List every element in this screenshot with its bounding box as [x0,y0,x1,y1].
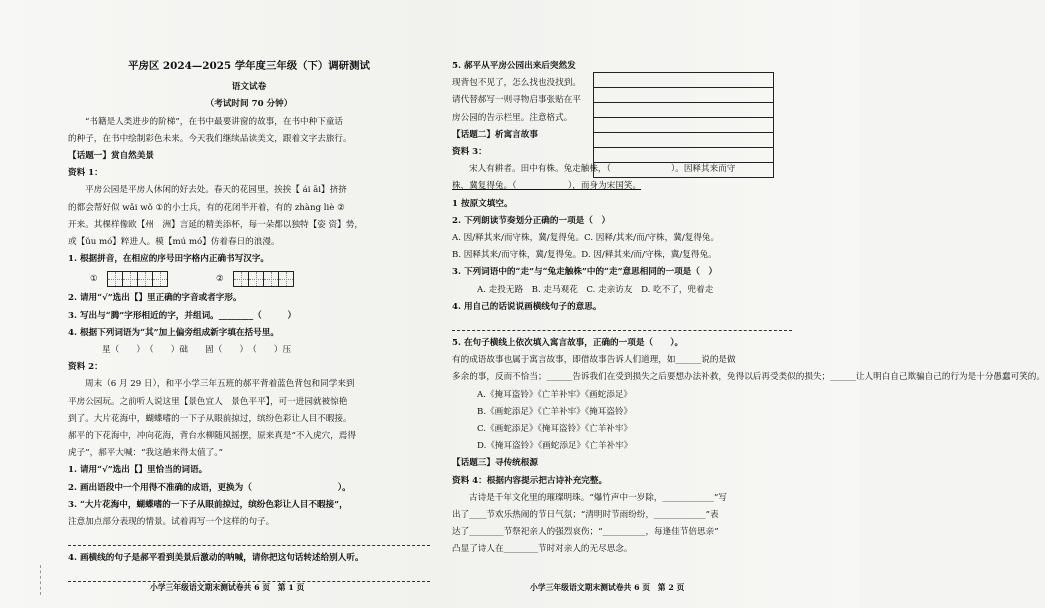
question-3-2-options-1: A. 因/释其来/而守株，冀/复得兔。C. 因释/其来/而/守株，冀/复得兔。 [452,233,720,244]
passage-1-line-1: 平房公园是平房人休闲的好去处。春天的花园里，挨挨【 ái āi】挤挤 [85,185,347,196]
question-4: 4. 根据下列词语为“其”加上偏旁组成新字填在括号里。 [68,327,279,338]
question-1: 1. 根据拼音，在相应的序号田字格内正确书写汉字。 [68,254,270,265]
question-5-line-3: 请代替郝写一则寻物启事张贴在平 [452,95,581,106]
passage-2-line-2: 平房公园玩。之前听人说这里【景色宜人 景色平平】，可一进园就被惊艳 [68,396,348,407]
question-2-1: 1. 请用“√”选出【】里恰当的词语。 [68,465,208,476]
question-2-2: 2. 画出语段中一个用得不准确的成语，更换为（ ）。 [68,482,351,493]
question-3-2: 2. 下列朗读节奏划分正确的一项是（ ） [452,215,611,226]
answer-line-1[interactable] [68,533,430,546]
question-4-blanks: 星（ ） （ ）础 固（ ） （ ）压 [102,345,292,356]
passage-1-line-3: 开来。其棵样像欧【州 洲】言延的精美添杯，每一朵都以独特【姿 资】势， [68,219,363,230]
question-2-3: 3. “大片花海中，蝴蝶嗜的一下子从眼前掠过，缤纷色彩让人目不暇接”， [68,499,348,510]
answer-number-2: ② [216,273,224,284]
question-2-3-cont: 注意加点部分表现的情景。试着再写一个这样的句子。 [68,517,275,528]
question-3-1: 1 按原文填空。 [452,198,513,209]
writing-grid-1[interactable] [107,271,168,287]
option-a: A.《掩耳盗铃》《亡羊补牢》《画蛇添足》 [477,389,633,400]
question-3-3-options: A. 走投无路 B. 走马观花 C. 走亲访友 D. 吃不了，兜着走 [477,284,714,295]
passage-4-line-1: 古诗是千年文化里的璀璨明珠。“爆竹声中一岁除，____________”写 [469,492,728,503]
question-3-5: 5. 在句子横线上依次填入寓言故事，正确的一项是（ ）。 [452,338,684,349]
passage-4-line-4: 凸显了诗人在________节时对亲人的无尽思念。 [452,544,633,555]
material-2-label: 资料 2： [68,362,103,373]
footer-page-1: 小学三年级语文期末测试卷共 6 页 第 1 页 [150,583,305,592]
passage-4-line-2: 出了____节欢乐热闹的节日气氛；“清明时节雨纷纷，____________”表 [452,510,719,521]
topic-one-heading: 【话题一】赏自然美景 [68,151,154,162]
option-b: B.《画蛇添足》《亡羊补牢》《掩耳盗铃》 [477,406,633,417]
binding-marks [40,565,45,595]
passage-1-line-2: 的都会帮好似 wǎi wǒ ①的小士兵，有的花闭半开着，有的 zhàng liè ② [68,202,345,213]
material-4-label: 资料 4：根据内容提示把古诗补充完整。 [452,475,608,486]
exam-time: （考试时间 70 分钟） [205,99,293,110]
material-3-label: 资料 3： [452,147,487,158]
exam-title: 平房区 2024—2025 学年度三年级（下）调研测试 [128,60,370,72]
passage-1-line-4: 或【ǔu mó】粹进人。模【mú mó】仿着春日的浪漫。 [68,237,280,248]
footer-page-2: 小学三年级语文期末测试卷共 6 页 第 2 页 [530,583,685,592]
passage-2-line-1: 周末（6 月 29 日），和平小学三年五班的郝平背着蓝色背包和同学来到 [85,379,355,390]
question-3-5-line-2: 有的成语故事也属于寓言故事，即借故事告诉人们道理，如______说的是做 [452,355,736,366]
passage-3-line-1: 宋人有耕者。田中有株。兔走触株，（ ）。因释其来而守 [469,164,736,175]
material-1-label: 资料 1： [68,168,103,179]
intro-line-2: 的种子，在书中绘制彩色未来。今天我们继续品读美文，跟着文字去旅行。 [68,133,352,144]
question-5-line-4: 房公园的告示栏里。注意格式。 [452,112,573,123]
topic-two-heading: 【话题二】析寓言故事 [452,129,538,140]
question-5-line-2: 现背包不见了，怎么找也没找到。 [452,78,581,89]
answer-line-2[interactable] [68,569,430,582]
question-5-line-1: 5. 郝平从平房公园出来后突然发 [452,61,576,71]
intro-line-1: “书籍是人类进步的阶梯”，在书中最要讲窗的故事，在书中种下童话 [85,116,344,127]
left-page [68,58,430,586]
answer-number-1: ① [90,273,98,284]
question-3-2-options-2: B. 因释其来/而守株，冀/复得兔。D. 因/释其来/而/守株，冀/复得兔。 [452,250,717,261]
answer-line-3[interactable] [452,318,792,331]
topic-three-heading: 【话题三】寻传统根源 [452,458,538,469]
question-3-4: 4. 用自己的话说说画横线句子的意思。 [452,301,602,312]
question-2-4: 4. 画横线的句子是郝平看到美景后激动的呐喊，请你把这句话转述给别人听。 [68,553,364,564]
question-3-5-line-3: 多余的事，反而不恰当；______告诉我们在受到损失之后要想办法补救，免得以后再受类似的损失；______让人明白自己欺骗自己的行为是十分愚蠢可笑的。 [452,372,1045,383]
question-3: 3. 写出与“腾”字形相近的字，并组词。________（ ） [68,310,297,321]
passage-2-line-3: 到了。大片花海中，蝴蝶嗜的一下子从眼前掠过，缤纷色彩让人目不暇接。 [68,413,352,424]
notice-writing-box[interactable] [593,72,774,178]
question-3-3: 3. 下列词语中的“走”与“兔走触株”中的“走”意思相同的一项是（ ） [452,267,718,278]
passage-2-line-4: 郝平的下花海中，冲向花海，背台水柳随风摇摆，原来真是“不入虎穴，焉得 [68,431,356,442]
option-d: D.《掩耳盗铃》《画蛇添足》《亡羊补牢》 [477,441,633,452]
option-c: C.《画蛇添足》《掩耳盗铃》《亡羊补牢》 [477,424,633,435]
passage-3-line-2: 株，冀复得兔。（ ），而身为宋国笑。 [452,181,642,192]
question-2: 2. 请用“√”选出【】里正确的字音或者字形。 [68,293,242,304]
passage-2-line-5: 虎子”，郝平大喊：“我这趟来得太值了。” [68,448,223,459]
exam-subject: 语文试卷 [231,82,267,93]
passage-4-line-3: 达了________节祭祀亲人的强烈哀伤；“__________，每逢佳节倍思亲” [452,527,719,538]
pinyin-answer-grids [90,268,430,290]
writing-grid-2[interactable] [233,271,294,287]
